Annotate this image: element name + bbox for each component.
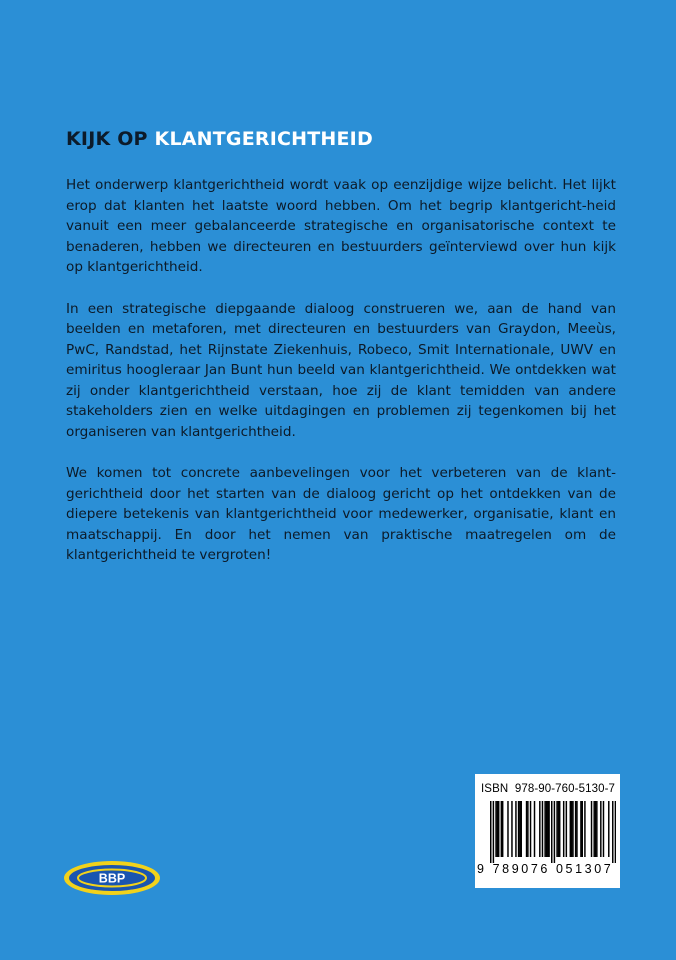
barcode-bar — [515, 801, 516, 857]
barcode-bar — [580, 801, 581, 857]
barcode-bar — [563, 801, 564, 857]
barcode-bar — [547, 801, 548, 857]
barcode-bar — [615, 801, 616, 863]
blurb-paragraph-1: Het onderwerp klantgerichtheid wordt vaak op eenzijdige wijze belicht. Het lijkt erop dat klanten het laatste woord hebben. Om het begrip klantgericht-heid vanuit een meer gebalanceerde strategische en organisatorische context te benaderen, hebben we directeuren en bestuurders geïnterviewd over hun kijk op klantgerichtheid. — [66, 177, 616, 275]
barcode-bar — [593, 801, 594, 857]
barcode-bar — [596, 801, 597, 857]
barcode-bars — [490, 801, 616, 863]
barcode-bar — [575, 801, 576, 857]
barcode-bar — [576, 801, 577, 857]
blurb-paragraph-3: We komen tot concrete aanbevelingen voor het verbeteren van de klant-gerichtheid door het starten van de dialoog gericht op het ontdekken van de diepere betekenis van klantgerichtheid voor medewerker, organisatie, klant en maatschappij. En door het nemen van praktische maatregelen om de klantgerichtheid te vergroten! — [66, 465, 616, 563]
barcode-bar — [497, 801, 498, 857]
barcode-bar — [507, 801, 508, 857]
title-part-dark: KIJK OP — [66, 128, 148, 150]
barcode-bar — [534, 801, 535, 857]
barcode-bar — [612, 801, 613, 863]
logo-text: BBP — [98, 871, 126, 886]
barcode-bar — [554, 801, 555, 863]
isbn-number: 978-90-760-5130-7 — [514, 783, 616, 795]
publisher-logo — [62, 858, 162, 898]
barcode-bar — [595, 801, 596, 857]
barcode-bar — [571, 801, 572, 857]
isbn-barcode — [475, 774, 620, 888]
barcode-bar — [608, 801, 609, 857]
barcode-bar — [584, 801, 585, 857]
blurb-paragraph-2: In een strategische diepgaande dialoog construeren we, aan de hand van beelden en metaforen, met directeuren en bestuurders van Graydon, Meeùs, PwC, Randstad, het Rijnstate Ziekenhuis, Robeco, Smit Internationale, UWV en emiritus hoogleraar Jan Bunt hun beeld van klantgerichtheid. We ontdekken wat zij onder klantgerichtheid verstaan, hoe zij de klant temidden van andere stakeholders zien en welke uitdagingen en problemen zij tegenkomen bij het organiseren van klantgerichtheid. — [66, 300, 616, 440]
barcode-bar — [526, 801, 527, 857]
barcode-bar — [501, 801, 502, 857]
barcode-bar — [539, 801, 540, 857]
barcode-bar — [559, 801, 560, 857]
barcode-bar — [544, 801, 545, 857]
barcode-bar — [551, 801, 552, 863]
barcode-bar — [572, 801, 573, 857]
barcode-bar — [591, 801, 592, 857]
isbn-label: ISBN — [481, 783, 509, 795]
barcode-bar — [548, 801, 549, 857]
barcode-bar — [530, 801, 531, 857]
barcode-bar — [542, 801, 543, 857]
title-part-white: KLANTGERICHTHEID — [154, 128, 373, 150]
barcode-bar — [495, 801, 496, 857]
barcode-bar — [502, 801, 503, 857]
book-title — [66, 128, 373, 150]
barcode-bar — [556, 801, 557, 857]
barcode-bar — [498, 801, 499, 857]
barcode-digits: 9 789076 051307 — [477, 862, 614, 876]
isbn-line — [481, 783, 615, 795]
blurb-text — [66, 175, 616, 587]
barcode-bar — [490, 801, 491, 863]
barcode-bar — [519, 801, 520, 857]
barcode-bar — [582, 801, 583, 857]
barcode-bar — [493, 801, 494, 863]
barcode-bar — [558, 801, 559, 857]
barcode-bar — [527, 801, 528, 857]
barcode-bar — [518, 801, 519, 857]
barcode-bar — [546, 801, 547, 857]
barcode-bar — [521, 801, 522, 857]
barcode-bar — [511, 801, 512, 857]
barcode-bar — [566, 801, 567, 857]
barcode-bar — [603, 801, 604, 857]
barcode-bar — [600, 801, 601, 857]
barcode-bar — [570, 801, 571, 857]
